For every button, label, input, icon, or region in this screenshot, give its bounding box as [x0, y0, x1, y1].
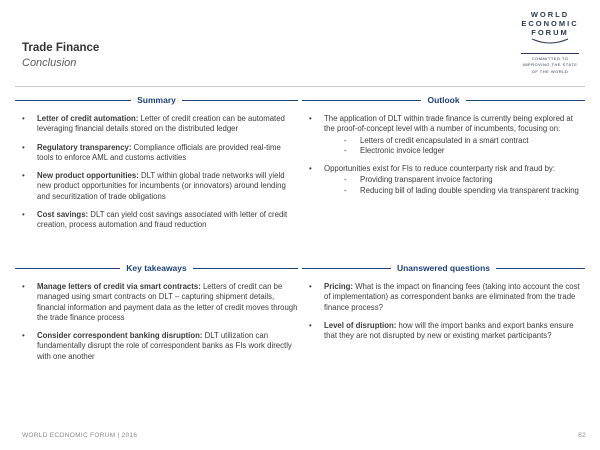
section-header-rule-left [15, 268, 120, 269]
wef-logo-line1: WORLD [530, 10, 570, 19]
wef-tagline-line3: OF THE WORLD [531, 68, 569, 74]
sub-bullet-marker: - [344, 145, 347, 155]
section-header-rule-left [302, 268, 391, 269]
section-title: Unanswered questions [396, 263, 491, 273]
sub-bullet-item [324, 175, 585, 185]
section-header-rule-left [15, 100, 131, 101]
page-subtitle: Conclusion [22, 56, 77, 69]
section-header [15, 95, 298, 105]
sub-bullet-list [324, 136, 585, 157]
section-body [15, 282, 298, 362]
bullet-marker: • [309, 320, 312, 330]
section-body [15, 114, 298, 231]
section-header-rule-left [302, 100, 421, 101]
bullet-item [15, 171, 298, 202]
wef-logo-wordmark [512, 10, 588, 37]
sub-bullet-text: Letters of credit encapsulated in a smart contract [360, 135, 529, 145]
section-header [302, 263, 585, 273]
bullet-marker: • [22, 142, 25, 152]
bullet-marker: • [22, 282, 25, 291]
bullet-item [15, 331, 298, 362]
bullet-text: Consider correspondent banking disruption: DLT utilization can fundamentally disrupt the role of correspondent banks as FIs work directly with one another [37, 331, 292, 361]
bullet-marker: • [22, 331, 25, 341]
sub-bullet-marker: - [344, 175, 347, 185]
wef-logo [512, 10, 588, 75]
section-body [302, 282, 585, 341]
section-unanswered-questions [302, 263, 585, 349]
bullet-item [15, 210, 298, 231]
bullet-marker: • [309, 164, 312, 174]
sub-bullet-item [324, 136, 585, 146]
bullet-item [15, 114, 298, 135]
page-title: Trade Finance [22, 42, 100, 54]
bullet-text: The application of DLT within trade finance is currently being explored at the proof-of-concept level with a number of incumbents, focusing on: - Letters of credit encapsulated in a smart contract - Electronic invoice ledger [324, 114, 585, 156]
section-header [302, 95, 585, 105]
bullet-marker: • [22, 171, 25, 181]
sub-bullet-text: Providing transparent invoice factoring [360, 175, 493, 185]
bullet-marker: • [22, 209, 25, 219]
wef-tagline [512, 56, 588, 75]
bullet-text: Letter of credit automation: Letter of credit creation can be automated leveraging financial details stored on the distributed ledger [37, 114, 285, 134]
section-title: Key takeaways [126, 263, 187, 273]
section-key-takeaways [15, 263, 298, 370]
header-divider [15, 86, 585, 87]
sub-bullet-marker: - [344, 135, 347, 145]
bullet-item [302, 321, 585, 342]
slide-footer [22, 432, 586, 439]
wef-tagline-line1: COMMITTED TO [531, 56, 569, 61]
bullet-marker: • [309, 114, 312, 123]
bullet-text: New product opportunities: DLT within global trade networks will yield new product opportunities for incumbents (or innovators) around lending and securitization of trade obligations [37, 171, 286, 201]
bullet-text: Opportunities exist for FIs to reduce counterparty risk and fraud by: - Providing transparent invoice factoring - Reducing bill of lading double spending via transparent tracking [324, 164, 585, 196]
wef-logo-line2: ECONOMIC [521, 19, 579, 28]
footer-text: WORLD ECONOMIC FORUM | 2016 [22, 432, 138, 439]
section-header-rule-right [466, 100, 585, 101]
section-header-rule-right [496, 268, 585, 269]
sub-bullet-text: Electronic invoice ledger [360, 145, 445, 155]
section-header-rule-right [182, 100, 298, 101]
wef-swoosh-icon [530, 38, 570, 46]
bullet-marker: • [309, 282, 312, 291]
sub-bullet-item [324, 186, 585, 196]
sub-bullet-marker: - [344, 185, 347, 195]
section-header [15, 263, 298, 273]
bullet-item [302, 282, 585, 313]
bullet-item [302, 114, 585, 156]
bullet-item [302, 164, 585, 196]
bullet-marker: • [22, 114, 25, 123]
section-body [302, 114, 585, 196]
bullet-text: Cost savings: DLT can yield cost savings associated with letter of credit creation, process automation and fraud reduction [37, 209, 288, 230]
section-title: Outlook [427, 95, 460, 105]
sub-bullet-item [324, 146, 585, 156]
section-title: Summary [137, 95, 176, 105]
bullet-text: Manage letters of credit via smart contracts: Letters of credit can be managed using smart contracts on DLT – capturing shipment details, financial information and payment data as the letter of credit moves through the trade finance process [37, 282, 298, 322]
bullet-item [15, 143, 298, 164]
sub-bullet-list [324, 175, 585, 196]
section-summary [15, 95, 298, 239]
bullet-text: Pricing: What is the impact on financing fees (taking into account the cost of implementation) as correspondent banks are eliminated from the trade finance process? [324, 282, 580, 312]
bullet-text: Regulatory transparency: Compliance officials are provided real-time tools to enforce AML and customs activities [37, 142, 281, 162]
bullet-item [15, 282, 298, 323]
wef-tagline-line2: IMPROVING THE STATE [522, 62, 578, 68]
tagline-rule [521, 53, 579, 54]
wef-logo-line3: FORUM [531, 28, 569, 37]
sub-bullet-text: Reducing bill of lading double spending via transparent tracking [360, 185, 579, 195]
page-number: 82 [578, 432, 586, 439]
title-block [22, 41, 99, 70]
section-header-rule-right [193, 268, 298, 269]
bullet-text: Level of disruption: how will the import banks and export banks ensure that they are not disrupted by new or existing market participants? [324, 320, 574, 341]
section-outlook [302, 95, 585, 204]
